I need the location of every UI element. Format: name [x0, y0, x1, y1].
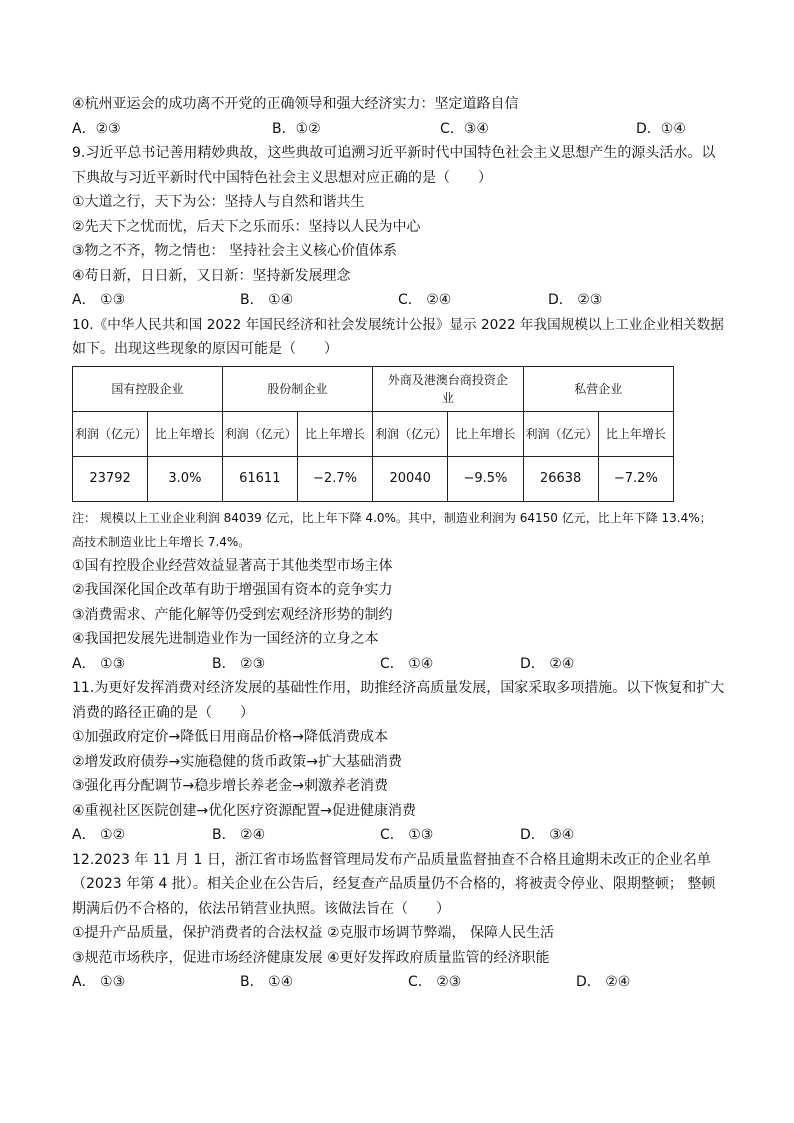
q10-table-note: 注： 规模以上工业企业利润 84039 亿元，比上年下降 4.0%。其中，制造业利润为 64150 亿元，比上年下降 13.4%； 高技术制造业比上年增长 7.4%。 — [72, 510, 712, 549]
q10-item-3: ③消费需求、产能化解等仍受到宏观经济形势的制约 — [72, 606, 393, 623]
q9-item-1: ①大道之行，天下为公：坚持人与自然和谐共生 — [72, 194, 365, 210]
q11-stem-line-1: 11.为更好发挥消费对经济发展的基础性作用，助推经济高质量发展，国家采取多项措施。以下恢复和扩大 — [72, 680, 725, 696]
table-col-growth: 比上年增长 — [448, 411, 523, 456]
q10-option-a[interactable]: A． ①③ — [72, 655, 126, 672]
q8-option-d[interactable]: D．①④ — [636, 120, 686, 137]
q8-option-a[interactable]: A．②③ — [72, 120, 121, 137]
q8-options — [72, 117, 722, 142]
q11-option-d[interactable]: D． ③④ — [520, 827, 575, 843]
q8-item-4: ④杭州亚运会的成功离不开党的正确领导和强大经济实力：坚定道路自信 — [72, 96, 519, 112]
q10-option-c[interactable]: C． ①④ — [380, 655, 434, 672]
q11-option-b[interactable]: B． ②④ — [212, 827, 266, 843]
table-cell-profit: 23792 — [73, 456, 148, 501]
table-cell-growth: 3.0% — [148, 456, 223, 501]
q12-stem-line-2: （2023 年第 4 批）。相关企业在公告后，经复查产品质量仍不合格的，将被责令停业、限期整顿； 整顿 — [72, 876, 716, 892]
q8-option-b[interactable]: B．①② — [272, 120, 321, 137]
q10-stem-line-1: 10.《中华人民共和国 2022 年国民经济和社会发展统计公报》显示 2022 年我国规模以上工业企业相关数据 — [72, 316, 724, 333]
q10-item-2: ②我国深化国企改革有助于增强国有资本的竞争实力 — [72, 582, 393, 598]
table-cell-profit: 20040 — [373, 456, 448, 501]
q12-option-c[interactable]: C． ②③ — [408, 974, 462, 990]
table-header-row — [73, 366, 674, 411]
q9-options — [72, 288, 722, 313]
q10-options — [72, 652, 722, 677]
q9-option-d[interactable]: D． ②③ — [548, 292, 603, 308]
table-cell-growth: −9.5% — [448, 456, 523, 501]
table-cell-profit: 61611 — [222, 456, 297, 501]
table-col-growth: 比上年增长 — [598, 411, 673, 456]
table-col-growth: 比上年增长 — [148, 411, 223, 456]
q12-option-a[interactable]: A． ①③ — [72, 974, 126, 990]
table-col-growth: 比上年增长 — [297, 411, 372, 456]
table-col-profit: 利润（亿元） — [73, 411, 148, 456]
q8-option-c[interactable]: C．③④ — [440, 120, 489, 137]
q10-item-1: ①国有控股企业经营效益显著高于其他类型市场主体 — [72, 557, 393, 574]
table-cell-growth: −7.2% — [598, 456, 673, 501]
q11-stem-line-2: 消费的路径正确的是（ ） — [72, 704, 254, 721]
q11-item-4: ④重视社区医院创建→优化医疗资源配置→促进健康消费 — [72, 802, 417, 819]
q9-item-3: ③物之不齐，物之情也： 坚持社会主义核心价值体系 — [72, 243, 397, 259]
q10-item-4: ④我国把发展先进制造业作为一国经济的立身之本 — [72, 631, 379, 647]
table-col-profit: 利润（亿元） — [523, 411, 598, 456]
q9-stem-line-2: 下典故与习近平新时代中国特色社会主义思想对应正确的是（ ） — [72, 169, 492, 186]
q12-items-line-2: ③规范市场秩序，促进市场经济健康发展 ④更好发挥政府质量监管的经济职能 — [72, 949, 550, 966]
table-group-header: 外商及港澳台商投资企业 — [373, 366, 523, 411]
q9-item-4: ④苟日新，日日新，又日新：坚持新发展理念 — [72, 267, 351, 284]
q9-option-a[interactable]: A． ①③ — [72, 292, 126, 308]
q11-option-c[interactable]: C． ①③ — [380, 827, 434, 843]
table-subheader-row — [73, 411, 674, 456]
q12-stem-line-1: 12.2023 年 11 月 1 日，浙江省市场监督管理局发布产品质量监督抽查不合格且逾期未改正的企业名单 — [72, 851, 711, 868]
q9-item-2: ②先天下之忧而忧，后天下之乐而乐：坚持以人民为中心 — [72, 218, 421, 235]
q11-item-1: ①加强政府定价→降低日用商品价格→降低消费成本 — [72, 729, 389, 745]
q9-option-b[interactable]: B． ①④ — [240, 292, 294, 308]
q11-options — [72, 823, 722, 848]
q10-stem-line-2: 如下。出现这些现象的原因可能是（ ） — [72, 341, 338, 357]
q9-option-c[interactable]: C． ②④ — [398, 292, 452, 308]
table-cell-growth: −2.7% — [297, 456, 372, 501]
q9-stem-line-1: 9.习近平总书记善用精妙典故，这些典故可追溯习近平新时代中国特色社会主义思想产生的源头活水。以 — [72, 145, 716, 161]
table-group-header: 私营企业 — [523, 366, 673, 411]
q12-items-line-1: ①提升产品质量，保护消费者的合法权益 ②克服市场调节弊端， 保障人民生活 — [72, 925, 554, 941]
table-col-profit: 利润（亿元） — [373, 411, 448, 456]
q10-data-table — [72, 366, 674, 502]
q10-option-d[interactable]: D． ②④ — [520, 655, 575, 672]
table-group-header: 股份制企业 — [222, 366, 372, 411]
q10-option-b[interactable]: B． ②③ — [212, 655, 266, 672]
table-group-header: 国有控股企业 — [73, 366, 223, 411]
q12-option-d[interactable]: D． ②④ — [576, 974, 631, 990]
q11-item-3: ③强化再分配调节→稳步增长养老金→刺激养老消费 — [72, 778, 389, 794]
q11-option-a[interactable]: A． ①② — [72, 827, 126, 843]
q12-stem-line-3: 期满后仍不合格的，依法吊销营业执照。该做法旨在（ ） — [72, 900, 450, 917]
exam-page — [72, 92, 725, 995]
q12-option-b[interactable]: B． ①④ — [240, 974, 294, 990]
table-row — [73, 456, 674, 501]
table-cell-profit: 26638 — [523, 456, 598, 501]
table-col-profit: 利润（亿元） — [222, 411, 297, 456]
q12-options — [72, 970, 722, 995]
q11-item-2: ②增发政府债券→实施稳健的货币政策→扩大基础消费 — [72, 753, 403, 770]
